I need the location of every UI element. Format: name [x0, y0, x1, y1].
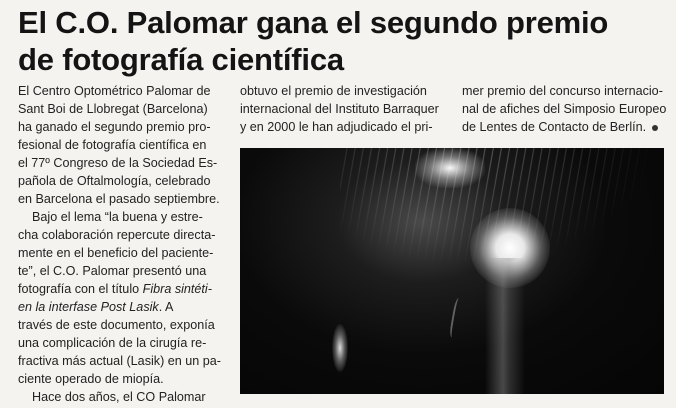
text-line: nal de afiches del Simposio Europeo [462, 102, 667, 116]
text-line: en Barcelona el pasado septiembre. [18, 192, 220, 206]
text-line: te”, el C.O. Palomar presentó una [18, 264, 207, 278]
text-line: ciente operado de miopía. [18, 372, 164, 386]
headline-line-2: de fotografía científica [18, 42, 344, 77]
paragraph-1 [18, 82, 224, 208]
paragraph-3 [18, 388, 224, 406]
article-photo [240, 148, 664, 394]
end-of-article-dot [652, 125, 658, 131]
paragraph-2 [18, 208, 224, 388]
text-line: fesional de fotografía científica en [18, 138, 207, 152]
photo-title-italic: en la interfase Post Lasik [18, 300, 159, 314]
text-fragment: fotografía con el título [18, 282, 140, 296]
text-line: mente en el beneficio del paciente- [18, 246, 214, 260]
text-line: obtuvo el premio de investigación [240, 84, 427, 98]
text-line: mer premio del concurso internacio- [462, 84, 663, 98]
text-line: través de este documento, exponía [18, 318, 215, 332]
photo-title-italic: Fibra sintéti- [142, 282, 212, 296]
article-column-2 [240, 82, 452, 136]
fiber-thread [449, 298, 464, 339]
text-line: y en 2000 le han adjudicado el pri- [240, 120, 433, 134]
text-line: cha colaboración repercute directa- [18, 228, 216, 242]
text-line: internacional del Instituto Barraquer [240, 102, 439, 116]
headline-line-1: El C.O. Palomar gana el segundo premio [18, 5, 609, 40]
text-line: Sant Boi de Llobregat (Barcelona) [18, 102, 208, 116]
article-headline [18, 4, 668, 78]
text-line: fractiva más actual (Lasik) en un pa- [18, 354, 221, 368]
text-line: pañola de Oftalmología, celebrado [18, 174, 211, 188]
text-line: Bajo el lema “la buena y estre- [32, 210, 203, 224]
light-flare [415, 148, 485, 188]
article-column-1 [18, 82, 224, 406]
text-line: Hace dos años, el CO Palomar [32, 390, 206, 404]
light-beam [485, 258, 525, 394]
text-line: ha ganado el segundo premio pro- [18, 120, 211, 134]
text-line: el 77º Congreso de la Sociedad Es- [18, 156, 218, 170]
text-line: El Centro Optométrico Palomar de [18, 84, 211, 98]
article-column-3 [462, 82, 668, 136]
text-line [18, 298, 224, 316]
text-fragment: . A [158, 300, 174, 314]
text-line [18, 280, 224, 298]
text-line [462, 118, 668, 136]
text-fragment: de Lentes de Contacto de Berlín. [462, 120, 647, 134]
text-line: una complicación de la cirugía re- [18, 336, 207, 350]
synthetic-fiber [332, 324, 348, 372]
